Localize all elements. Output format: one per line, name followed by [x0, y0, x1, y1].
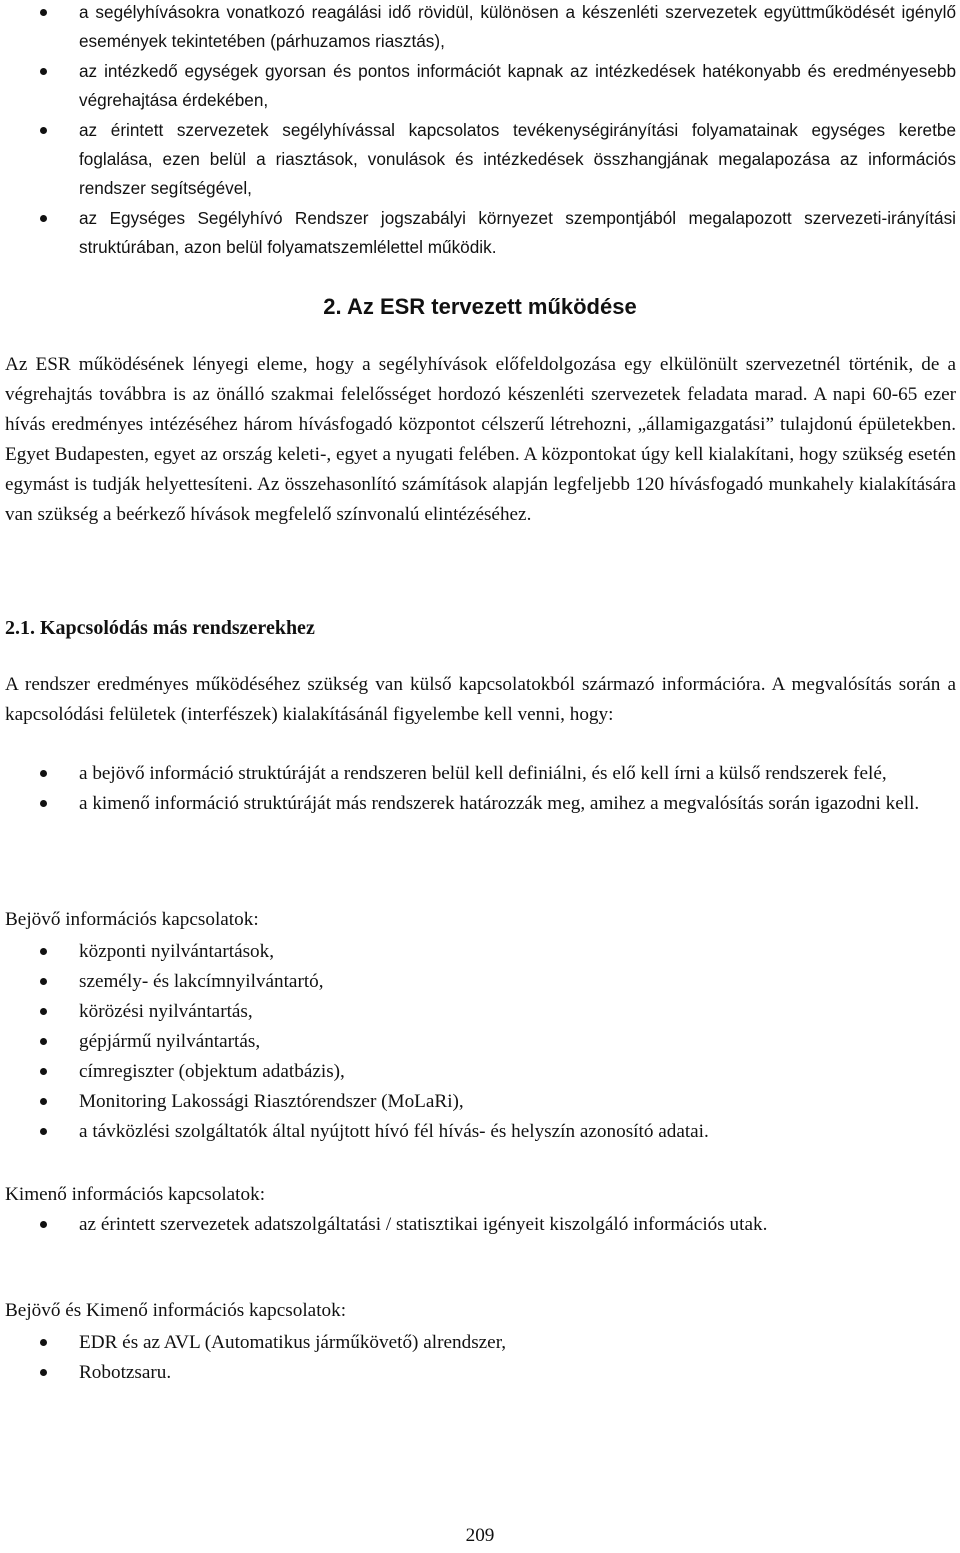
list-item: a kimenő információ struktúráját más rendszerek határozzák meg, amihez a megvalósítás során igazodni kell. — [0, 789, 960, 819]
list-item: központi nyilvántartások, — [0, 937, 960, 967]
section-paragraph: Az ESR működésének lényegi eleme, hogy a segélyhívások előfeldolgozása egy elkülönült szervezetnél történik, de a végrehajtás továbbra is az önálló szakmai felelősséget hordozó készenléti szervezetek feladata marad. A napi 60-65 ezer hívás eredményes intézéséhez három hívásfogadó központot célszerű létrehozni, „államigazgatási” tulajdonú épületekben. Egyet Budapesten, egyet az ország keleti-, egyet a nyugati felében. A központokat úgy kell kialakítani, hogy szükség esetén egymást is tudják helyettesíteni. Az összehasonlító számítások alapján legfeljebb 120 hívásfogadó munkahely kialakítására van szükség a beérkező hívások megfelelő színvonalú elintézéséhez. — [5, 354, 956, 525]
interface-bullet-list — [0, 759, 960, 819]
list-item: címregiszter (objektum adatbázis), — [0, 1057, 960, 1087]
list-item: Monitoring Lakossági Riasztórendszer (MoLaRi), — [0, 1087, 960, 1117]
subsection-heading: 2.1. Kapcsolódás más rendszerekhez — [5, 617, 315, 639]
bullet-icon — [40, 1128, 47, 1135]
list-item: az érintett szervezetek adatszolgáltatási / statisztikai igényeit kiszolgáló információs utak. — [0, 1210, 960, 1240]
outgoing-label: Kimenő információs kapcsolatok: — [5, 1184, 266, 1205]
bullet-icon — [40, 1339, 47, 1346]
list-item: az Egységes Segélyhívó Rendszer jogszabályi környezet szempontjából megalapozott szervezeti-irányítási struktúrában, azon belül folyamatszemlélettel működik. — [0, 204, 960, 263]
bullet-icon — [40, 800, 47, 807]
outgoing-list — [0, 1210, 960, 1240]
list-item: körözési nyilvántartás, — [0, 997, 960, 1027]
page-number: 209 — [465, 1525, 495, 1546]
list-item: az érintett szervezetek segélyhívással kapcsolatos tevékenységirányítási folyamatainak egységes keretbe foglalása, ezen belül a riasztások, vonulások és intézkedések összhangjának megalapozása az információs rendszer segítségével, — [0, 116, 960, 204]
bullet-icon — [40, 215, 47, 222]
list-item: gépjármű nyilvántartás, — [0, 1027, 960, 1057]
bullet-icon — [40, 9, 47, 16]
bullet-icon — [40, 948, 47, 955]
subsection-paragraph: A rendszer eredményes működéséhez szükség van külső kapcsolatokból származó információra. A megvalósítás során a kapcsolódási felületek (interfészek) kialakításánál figyelembe kell venni, hogy: — [5, 674, 956, 725]
both-direction-label: Bejövő és Kimenő információs kapcsolatok: — [5, 1300, 347, 1321]
intro-bullet-list — [0, 0, 960, 263]
list-item: a segélyhívásokra vonatkozó reagálási idő rövidül, különösen a készenléti szervezetek együttműködését igénylő események tekintetében (párhuzamos riasztás), — [0, 0, 960, 57]
section-heading: 2. Az ESR tervezett működése — [323, 294, 637, 319]
list-item: EDR és az AVL (Automatikus járműkövető) alrendszer, — [0, 1328, 960, 1358]
incoming-list — [0, 937, 960, 1147]
bullet-icon — [40, 1221, 47, 1228]
list-item: Robotzsaru. — [0, 1358, 960, 1388]
bullet-icon — [40, 1098, 47, 1105]
list-item: a bejövő információ struktúráját a rendszeren belül kell definiálni, és elő kell írni a külső rendszerek felé, — [0, 759, 960, 789]
list-item: a távközlési szolgáltatók által nyújtott hívó fél hívás- és helyszín azonosító adatai. — [0, 1117, 960, 1147]
bullet-icon — [40, 68, 47, 75]
bullet-icon — [40, 978, 47, 985]
bullet-icon — [40, 1068, 47, 1075]
incoming-label: Bejövő információs kapcsolatok: — [5, 909, 259, 930]
bullet-icon — [40, 1038, 47, 1045]
bullet-icon — [40, 1008, 47, 1015]
bullet-icon — [40, 127, 47, 134]
list-item: személy- és lakcímnyilvántartó, — [0, 967, 960, 997]
bullet-icon — [40, 1369, 47, 1376]
both-direction-list — [0, 1328, 960, 1388]
list-item: az intézkedő egységek gyorsan és pontos információt kapnak az intézkedések hatékonyabb és eredményesebb végrehajtása érdekében, — [0, 57, 960, 116]
bullet-icon — [40, 770, 47, 777]
